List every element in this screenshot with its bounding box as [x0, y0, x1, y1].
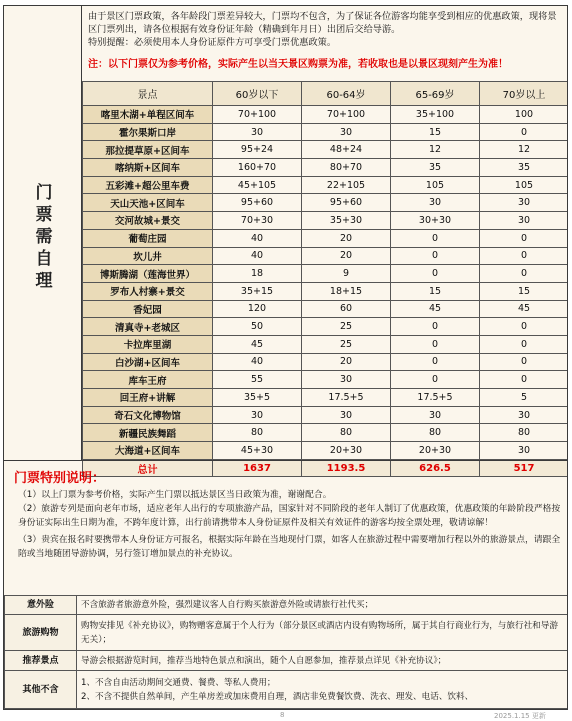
price-cell: 100	[480, 106, 569, 124]
attraction-name: 奇石文化博物馆	[83, 406, 213, 424]
price-cell: 35	[480, 159, 569, 177]
document-page	[3, 5, 568, 710]
intro-warning: 特别提醒：必须使用本人身份证原件方可享受门票优惠政策。	[88, 37, 337, 48]
price-cell: 30	[480, 442, 569, 460]
side-label-char: 理	[35, 271, 53, 291]
price-cell: 9	[302, 265, 391, 283]
price-cell: 40	[213, 247, 302, 265]
header-60-64: 60-64岁	[302, 82, 391, 106]
price-cell: 25	[302, 335, 391, 353]
price-cell: 12	[391, 141, 480, 159]
page-number: 8	[280, 711, 285, 719]
price-cell: 30	[480, 194, 569, 212]
info-label: 意外险	[5, 596, 77, 615]
price-cell: 0	[480, 335, 569, 353]
price-table-body	[83, 106, 569, 477]
attraction-name: 大海道+区间车	[83, 442, 213, 460]
side-label	[32, 182, 56, 292]
price-cell: 80	[480, 424, 569, 442]
price-cell: 25	[302, 318, 391, 336]
price-cell: 20	[302, 229, 391, 247]
price-cell: 0	[391, 371, 480, 389]
price-cell: 30	[302, 371, 391, 389]
price-row	[83, 123, 569, 141]
price-cell: 15	[391, 282, 480, 300]
price-cell: 30	[391, 406, 480, 424]
price-row	[83, 176, 569, 194]
side-label-column	[4, 6, 82, 460]
total-cell: 517	[480, 459, 569, 477]
price-cell: 18+15	[302, 282, 391, 300]
price-row	[83, 371, 569, 389]
price-cell: 17.5+5	[302, 389, 391, 407]
price-cell: 105	[480, 176, 569, 194]
price-row	[83, 424, 569, 442]
price-cell: 160+70	[213, 159, 302, 177]
price-cell: 0	[480, 123, 569, 141]
price-cell: 20	[302, 247, 391, 265]
info-row	[5, 671, 569, 709]
attraction-name: 葡萄庄园	[83, 229, 213, 247]
price-cell: 20	[302, 353, 391, 371]
info-row	[5, 596, 569, 615]
price-cell: 0	[391, 318, 480, 336]
price-cell: 40	[213, 229, 302, 247]
price-cell: 30	[391, 194, 480, 212]
price-cell: 45+30	[213, 442, 302, 460]
side-label-char: 门	[35, 183, 53, 203]
price-row	[83, 159, 569, 177]
ticket-main	[82, 6, 568, 476]
info-label: 其他不含	[5, 671, 77, 709]
info-label: 推荐景点	[5, 651, 77, 671]
price-cell: 5	[480, 389, 569, 407]
price-cell: 15	[391, 123, 480, 141]
header-over-70: 70岁以上	[480, 82, 569, 106]
attraction-name: 喀里木湖+单程区间车	[83, 106, 213, 124]
ticket-section	[4, 6, 568, 476]
price-cell: 20+30	[302, 442, 391, 460]
price-row	[83, 389, 569, 407]
price-cell: 30+30	[391, 212, 480, 230]
special-note: （3）贵宾在报名时要携带本人身份证方可报名，根据实际年龄在当地现付门票，如客人在旅游过程中需要增加行程以外的旅游景点，请跟全陪或当地随团导游协调，另行签订增加景点的补充协议。	[18, 535, 561, 559]
special-title: 门票特别说明：	[14, 471, 106, 486]
update-date: 2025.1.15 更新	[494, 712, 546, 720]
attraction-name: 新疆民族舞蹈	[83, 424, 213, 442]
price-cell: 0	[391, 353, 480, 371]
attraction-name: 交河故城+景交	[83, 212, 213, 230]
price-row	[83, 106, 569, 124]
total-cell: 1637	[213, 459, 302, 477]
price-cell: 48+24	[302, 141, 391, 159]
attraction-name: 库车王府	[83, 371, 213, 389]
side-label-char: 需	[35, 227, 53, 247]
price-cell: 30	[302, 123, 391, 141]
price-cell: 15	[480, 282, 569, 300]
attraction-name: 卡拉库里湖	[83, 335, 213, 353]
price-cell: 12	[480, 141, 569, 159]
price-cell: 0	[480, 247, 569, 265]
header-65-69: 65-69岁	[391, 82, 480, 106]
price-row	[83, 300, 569, 318]
header-under-60: 60岁以下	[213, 82, 302, 106]
price-cell: 30	[480, 406, 569, 424]
attraction-name: 罗布人村寨+景交	[83, 282, 213, 300]
price-cell: 0	[480, 371, 569, 389]
total-cell: 1193.5	[302, 459, 391, 477]
price-cell: 0	[480, 318, 569, 336]
intro-text	[82, 6, 568, 58]
price-cell: 80	[213, 424, 302, 442]
price-cell: 45+105	[213, 176, 302, 194]
price-row	[83, 141, 569, 159]
price-cell: 70+100	[302, 106, 391, 124]
attraction-name: 香妃园	[83, 300, 213, 318]
price-cell: 35+30	[302, 212, 391, 230]
info-text: 购物安排见《补充协议》，购物赠客意属于个人行为（部分景区或酒店内设有购物场所，属于其自行商业行为，与旅行社和导游无关）；	[77, 615, 569, 651]
price-cell: 70+30	[213, 212, 302, 230]
info-text: 1、不含自由活动期间交通费、餐费、等私人费用； 2、不含不提供自然单间，产生单房差或加床费用自理，酒店非免费餐饮费、洗衣、理发、电话、饮料、	[77, 671, 569, 709]
price-cell: 45	[391, 300, 480, 318]
side-label-char: 自	[35, 249, 53, 269]
price-cell: 50	[213, 318, 302, 336]
price-notice: 注：以下门票仅为参考价格，实际产生以当天景区购票为准，若收取也是以景区现刻产生为准！	[88, 59, 508, 70]
price-row	[83, 282, 569, 300]
price-row	[83, 212, 569, 230]
price-cell: 35+15	[213, 282, 302, 300]
price-cell: 35	[391, 159, 480, 177]
info-row	[5, 651, 569, 671]
price-cell: 80	[302, 424, 391, 442]
attraction-name: 五彩滩+超公里车费	[83, 176, 213, 194]
attraction-name: 白沙湖+区间车	[83, 353, 213, 371]
price-cell: 80	[391, 424, 480, 442]
page-footer	[0, 711, 572, 721]
price-cell: 30	[213, 406, 302, 424]
price-cell: 0	[391, 265, 480, 283]
info-text: 不含旅游者旅游意外险，强烈建议客人自行购买旅游意外险或请旅行社代买；	[77, 596, 569, 615]
price-row	[83, 335, 569, 353]
price-cell: 120	[213, 300, 302, 318]
attraction-name: 坎儿井	[83, 247, 213, 265]
side-label-char: 票	[35, 205, 53, 225]
price-cell: 0	[391, 335, 480, 353]
attraction-name: 喀纳斯+区间车	[83, 159, 213, 177]
attraction-name: 天山天池+区间车	[83, 194, 213, 212]
price-cell: 30	[302, 406, 391, 424]
price-cell: 0	[391, 229, 480, 247]
price-row	[83, 194, 569, 212]
info-table	[4, 595, 568, 709]
attraction-name: 霍尔果斯口岸	[83, 123, 213, 141]
price-cell: 80+70	[302, 159, 391, 177]
info-text: 导游会根据游览时间，推荐当地特色景点和演出，随个人自愿参加，推荐景点详见《补充协议》；	[77, 651, 569, 671]
price-cell: 0	[480, 265, 569, 283]
total-label: 总计	[83, 459, 213, 477]
price-row	[83, 353, 569, 371]
price-cell: 95+60	[302, 194, 391, 212]
info-row	[5, 615, 569, 651]
price-cell: 30	[213, 123, 302, 141]
price-cell: 60	[302, 300, 391, 318]
price-cell: 35+5	[213, 389, 302, 407]
price-cell: 105	[391, 176, 480, 194]
intro-paragraph: 由于景区门票政策，各年龄段门票差异较大，门票均不包含，为了保证各位游客均能享受到相应的优惠政策，现将景区门票列出，请各位根据有效身份证年龄（精确到年月日）出团后交给导游。	[88, 11, 557, 35]
special-note: （1）以上门票为参考价格，实际产生门票以抵达景区当日政策为准，谢谢配合。	[18, 490, 332, 500]
attraction-name: 回王府+讲解	[83, 389, 213, 407]
info-label: 旅游购物	[5, 615, 77, 651]
price-row	[83, 229, 569, 247]
price-row	[83, 442, 569, 460]
special-notes	[4, 460, 568, 595]
price-row	[83, 318, 569, 336]
attraction-name: 博斯腾湖（莲海世界）	[83, 265, 213, 283]
price-cell: 40	[213, 353, 302, 371]
price-cell: 95+60	[213, 194, 302, 212]
price-cell: 95+24	[213, 141, 302, 159]
total-cell: 626.5	[391, 459, 480, 477]
price-cell: 55	[213, 371, 302, 389]
attraction-name: 清真寺+老城区	[83, 318, 213, 336]
price-cell: 45	[213, 335, 302, 353]
price-row	[83, 265, 569, 283]
price-cell: 45	[480, 300, 569, 318]
price-table-header	[83, 82, 569, 106]
price-cell: 0	[480, 229, 569, 247]
price-cell: 0	[480, 353, 569, 371]
price-row	[83, 247, 569, 265]
price-cell: 30	[480, 212, 569, 230]
special-note: （2）旅游专列是面向老年市场，适应老年人出行的专项旅游产品，国家针对不同阶段的老年人制订了优惠政策，优惠政策的年龄阶段严格按身份证实际出生日期为准，不跨年度计算，出行前请携带本人身份证原件及相关有效证件的游客均按全票处理，敬请谅解！	[18, 504, 561, 528]
price-row	[83, 406, 569, 424]
header-attraction: 景点	[83, 82, 213, 106]
price-cell: 17.5+5	[391, 389, 480, 407]
price-cell: 22+105	[302, 176, 391, 194]
price-table	[82, 81, 568, 477]
price-cell: 70+100	[213, 106, 302, 124]
price-cell: 0	[391, 247, 480, 265]
price-cell: 20+30	[391, 442, 480, 460]
attraction-name: 那拉提草原+区间车	[83, 141, 213, 159]
price-cell: 18	[213, 265, 302, 283]
price-cell: 35+100	[391, 106, 480, 124]
